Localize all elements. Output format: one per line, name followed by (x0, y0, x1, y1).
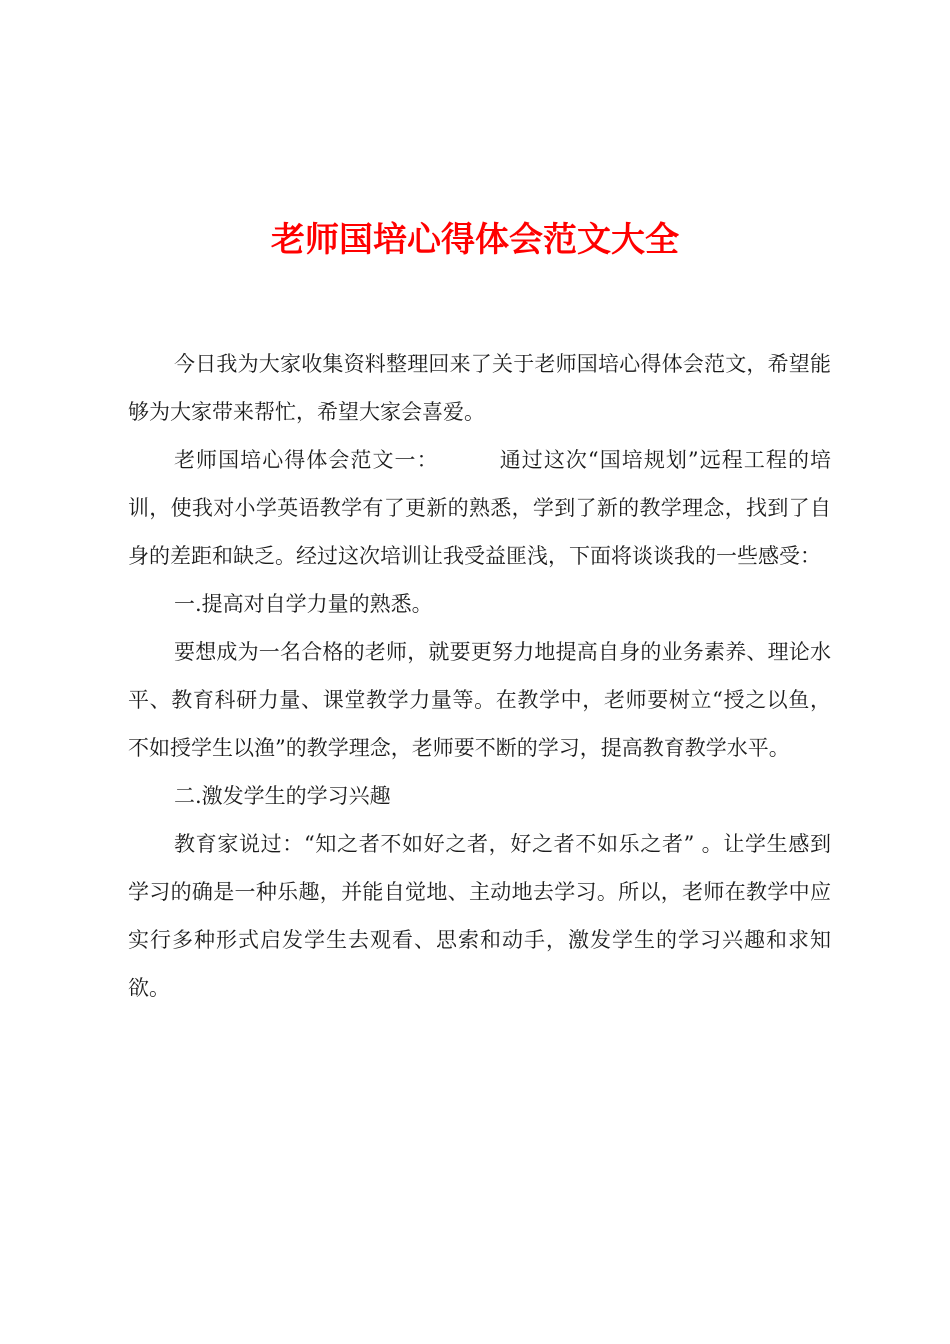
essay1-text: 通过这次“国培规划”远程工程的培训，使我对小学英语教学有了更新的熟悉，学到了新的教学理念，找到了自身的差距和缺乏。经过这次培训让我受益匪浅，下面将谈谈我的一些感受： (128, 448, 831, 568)
section-heading-2: 二.激发学生的学习兴趣 (174, 784, 391, 808)
essay1-label: 老师国培心得体会范文一： (174, 448, 439, 472)
essay1-paragraph (128, 436, 831, 580)
document-title: 老师国培心得体会范文大全 (271, 220, 679, 260)
section-1-paragraph: 要想成为一名合格的老师，就要更努力地提高自身的业务素养、理论水平、教育科研力量、课堂教学力量等。在教学中，老师要树立“授之以鱼，不如授学生以渔”的教学理念，老师要不断的学习，提高教育教学水平。 (128, 640, 831, 760)
document-body (128, 340, 831, 1012)
intro-paragraph: 今日我为大家收集资料整理回来了关于老师国培心得体会范文，希望能够为大家带来帮忙，希望大家会喜爱。 (128, 352, 831, 424)
section-heading-1: 一.提高对自学力量的熟悉。 (174, 592, 433, 616)
section-2-paragraph: 教育家说过：“知之者不如好之者，好之者不如乐之者” 。让学生感到学习的确是一种乐趣，并能自觉地、主动地去学习。所以，老师在教学中应实行多种形式启发学生去观看、思索和动手，激发学生的学习兴趣和求知欲。 (128, 832, 831, 1000)
